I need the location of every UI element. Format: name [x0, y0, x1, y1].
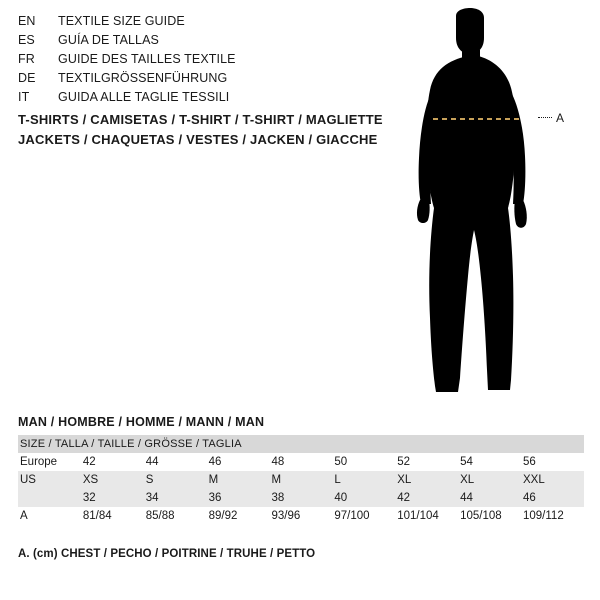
- cell-value: 101/104: [395, 507, 458, 525]
- language-row: [18, 52, 378, 71]
- cell-value: 93/96: [270, 507, 333, 525]
- table-header-row: [18, 435, 584, 453]
- cell-value: 109/112: [521, 507, 584, 525]
- row-label: US: [18, 471, 81, 489]
- table-title: MAN / HOMBRE / HOMME / MANN / MAN: [18, 415, 265, 429]
- cell-value: 48: [270, 453, 333, 471]
- male-silhouette-icon: [398, 8, 598, 408]
- cell-value: XL: [395, 471, 458, 489]
- cell-value: 85/88: [144, 507, 207, 525]
- language-row: [18, 14, 378, 33]
- cell-value: 54: [458, 453, 521, 471]
- language-text: TEXTILGRÖSSENFÜHRUNG: [58, 71, 228, 85]
- cell-value: XXL: [521, 471, 584, 489]
- cell-value: 89/92: [207, 507, 270, 525]
- cell-value: XL: [458, 471, 521, 489]
- language-code: EN: [18, 14, 36, 28]
- language-text: TEXTILE SIZE GUIDE: [58, 14, 185, 28]
- footnote: A. (cm) CHEST / PECHO / POITRINE / TRUHE / PETTO: [18, 548, 316, 560]
- category-line-tshirts: T-SHIRTS / CAMISETAS / T-SHIRT / T-SHIRT / MAGLIETTE: [18, 112, 383, 127]
- cell-value: S: [144, 471, 207, 489]
- cell-value: 40: [332, 489, 395, 507]
- language-code: ES: [18, 33, 35, 47]
- language-text: GUÍA DE TALLAS: [58, 33, 159, 47]
- cell-value: M: [270, 471, 333, 489]
- language-code: FR: [18, 52, 35, 66]
- table-row: [18, 453, 584, 471]
- cell-value: 46: [521, 489, 584, 507]
- cell-value: 44: [144, 453, 207, 471]
- table-row: [18, 489, 584, 507]
- cell-value: 81/84: [81, 507, 144, 525]
- size-table: [18, 435, 584, 525]
- language-guide-block: [18, 14, 378, 109]
- cell-value: XS: [81, 471, 144, 489]
- table-row: [18, 507, 584, 525]
- cell-value: 42: [81, 453, 144, 471]
- cell-value: 34: [144, 489, 207, 507]
- category-line-jackets: JACKETS / CHAQUETAS / VESTES / JACKEN / GIACCHE: [18, 132, 378, 147]
- cell-value: 56: [521, 453, 584, 471]
- row-label: Europe: [18, 453, 81, 471]
- language-text: GUIDA ALLE TAGLIE TESSILI: [58, 90, 230, 104]
- cell-value: 32: [81, 489, 144, 507]
- cell-value: 50: [332, 453, 395, 471]
- cell-value: L: [332, 471, 395, 489]
- cell-value: M: [207, 471, 270, 489]
- category-block: [18, 110, 438, 150]
- table-header-label: SIZE / TALLA / TAILLE / GRÖSSE / TAGLIA: [18, 435, 584, 453]
- cell-value: 42: [395, 489, 458, 507]
- cell-value: 44: [458, 489, 521, 507]
- cell-value: 97/100: [332, 507, 395, 525]
- language-code: IT: [18, 90, 30, 104]
- cell-value: 105/108: [458, 507, 521, 525]
- body-figure: [398, 8, 598, 408]
- language-row: [18, 71, 378, 90]
- language-row: [18, 33, 378, 52]
- measure-label-a: A: [556, 111, 565, 125]
- table-row: [18, 471, 584, 489]
- language-code: DE: [18, 71, 36, 85]
- cell-value: 46: [207, 453, 270, 471]
- language-text: GUIDE DES TAILLES TEXTILE: [58, 52, 236, 66]
- cell-value: 52: [395, 453, 458, 471]
- measure-leader-line: [538, 117, 552, 118]
- row-label: [18, 489, 81, 507]
- cell-value: 38: [270, 489, 333, 507]
- row-label: A: [18, 507, 81, 525]
- cell-value: 36: [207, 489, 270, 507]
- size-table-area: [18, 415, 584, 525]
- language-row: [18, 90, 378, 109]
